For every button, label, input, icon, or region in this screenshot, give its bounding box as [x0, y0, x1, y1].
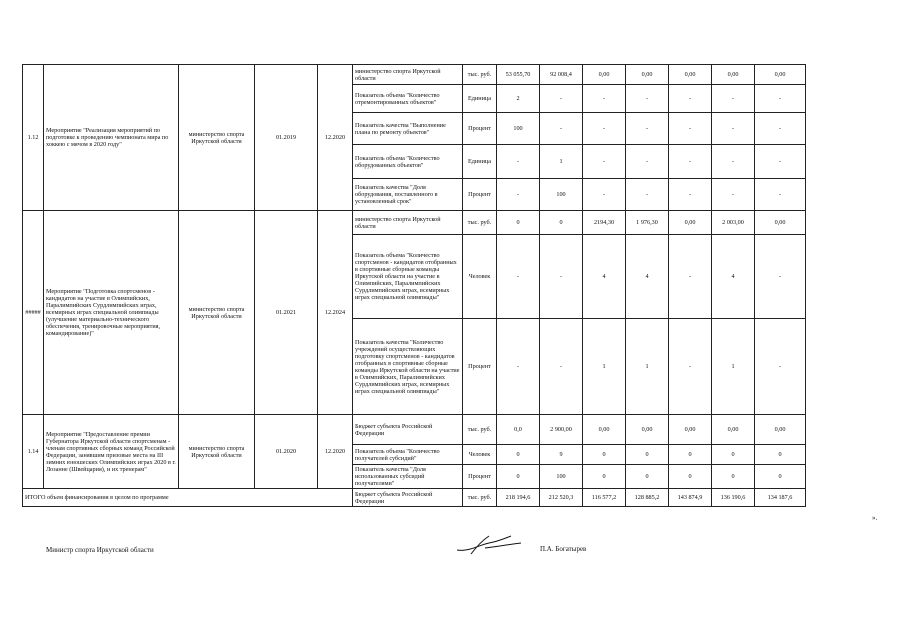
value-cell: 4: [583, 235, 626, 319]
funding-source: Бюджет субъекта Российской Федерации: [353, 415, 463, 445]
value-cell: -: [540, 85, 583, 113]
value-cell: -: [583, 85, 626, 113]
value-cell: 1 976,30: [626, 211, 669, 235]
value-cell: 0: [540, 211, 583, 235]
value-cell: -: [669, 319, 712, 415]
value-cell: -: [669, 113, 712, 145]
start-date: 01.2021: [255, 211, 318, 415]
value-cell: -: [540, 113, 583, 145]
end-date: 12.2020: [318, 65, 353, 211]
value-cell: -: [583, 113, 626, 145]
value-cell: 1: [583, 319, 626, 415]
value-cell: 0,0: [497, 415, 540, 445]
end-date: 12.2020: [318, 415, 353, 489]
value-cell: 0: [583, 465, 626, 489]
value-cell: 212 520,3: [540, 489, 583, 507]
measure-name: Мероприятие "Подготовка спортсменов - кандидатов на участие в Олимпийских, Паралимпийских Сурдлимпийских играх, всемирных играх специальной олимпиады (улучшение материально-технического обеспечения, тренировочные мероприятия, командирование)": [44, 211, 179, 415]
table-row: [23, 489, 806, 507]
value-cell: 0,00: [755, 415, 806, 445]
value-cell: -: [755, 85, 806, 113]
value-cell: 0,00: [583, 415, 626, 445]
unit: Процент: [463, 113, 497, 145]
value-cell: -: [626, 85, 669, 113]
value-cell: -: [755, 319, 806, 415]
value-cell: 0,00: [755, 211, 806, 235]
value-cell: 128 885,2: [626, 489, 669, 507]
value-cell: -: [669, 179, 712, 211]
total-label: ИТОГО объем финансирования в целом по программе: [23, 489, 353, 507]
value-cell: -: [755, 235, 806, 319]
row-number: 1.12: [23, 65, 44, 211]
value-cell: -: [540, 235, 583, 319]
value-cell: 9: [540, 445, 583, 465]
value-cell: -: [755, 145, 806, 179]
value-cell: -: [626, 113, 669, 145]
value-cell: 0: [669, 445, 712, 465]
value-cell: -: [583, 179, 626, 211]
value-cell: 2: [497, 85, 540, 113]
value-cell: 0: [497, 445, 540, 465]
value-cell: -: [755, 113, 806, 145]
unit: Человек: [463, 445, 497, 465]
value-cell: -: [669, 235, 712, 319]
value-cell: 136 190,6: [712, 489, 755, 507]
unit: тыс. руб.: [463, 415, 497, 445]
funding-source: Показатель качества "Доля использованных субсидий получателями": [353, 465, 463, 489]
value-cell: 0: [583, 445, 626, 465]
value-cell: -: [712, 145, 755, 179]
value-cell: 0: [755, 465, 806, 489]
row-number: 1.14: [23, 415, 44, 489]
value-cell: 0: [712, 445, 755, 465]
value-cell: 0,00: [669, 415, 712, 445]
value-cell: 0: [755, 445, 806, 465]
value-cell: -: [712, 113, 755, 145]
measure-name: Мероприятие "Предоставление премии Губернатора Иркутской области спортсменам - членам спортивных сборных команд Российской Федерации, занявшим призовые места на III зимних юношеских Олимпийских играх 2020 в г. Лозанне (Швейцария), и их тренерам": [44, 415, 179, 489]
funding-source: министерство спорта Иркутской области: [353, 65, 463, 85]
handwritten-signature: [455, 530, 525, 558]
start-date: 01.2019: [255, 65, 318, 211]
value-cell: 0,00: [583, 65, 626, 85]
end-date: 12.2024: [318, 211, 353, 415]
funding-source: Показатель качества "Доля оборудования, поставленного в установленный срок": [353, 179, 463, 211]
value-cell: 1: [540, 145, 583, 179]
value-cell: 116 577,2: [583, 489, 626, 507]
unit: тыс. руб.: [463, 65, 497, 85]
value-cell: 0,00: [626, 415, 669, 445]
value-cell: 4: [712, 235, 755, 319]
funding-source: министерство спорта Иркутской области: [353, 211, 463, 235]
start-date: 01.2020: [255, 415, 318, 489]
value-cell: 0: [497, 465, 540, 489]
funding-source: Показатель объема "Количество отремонтированных объектов": [353, 85, 463, 113]
value-cell: -: [497, 145, 540, 179]
funding-source: Показатель качества "Количество учреждений осуществляющих подготовку спортсменов - кандидатов отобранных в спортивные сборные команды Иркутской области на участие в Олимпийских, Паралимпийских Сурдлимпийских играх, всемирных играх специальной олимпиады": [353, 319, 463, 415]
unit: Единица: [463, 85, 497, 113]
value-cell: 0: [626, 445, 669, 465]
measure-name: Мероприятие "Реализация мероприятий по подготовке к проведению чемпионата мира по хоккею с мячом в 2020 году": [44, 65, 179, 211]
value-cell: 0: [497, 211, 540, 235]
value-cell: 92 008,4: [540, 65, 583, 85]
value-cell: 0,00: [626, 65, 669, 85]
value-cell: 0,00: [669, 65, 712, 85]
program-table: [22, 64, 806, 507]
value-cell: -: [583, 145, 626, 179]
value-cell: 53 055,70: [497, 65, 540, 85]
value-cell: -: [755, 179, 806, 211]
unit: тыс. руб.: [463, 489, 497, 507]
value-cell: 0,00: [712, 415, 755, 445]
value-cell: -: [497, 319, 540, 415]
funding-source: Бюджет субъекта Российской Федерации: [353, 489, 463, 507]
value-cell: 218 194,6: [497, 489, 540, 507]
value-cell: -: [712, 85, 755, 113]
executor: министерство спорта Иркутской области: [179, 211, 255, 415]
value-cell: 2194,30: [583, 211, 626, 235]
executor: министерство спорта Иркутской области: [179, 65, 255, 211]
signatory-name: П.А. Богатырев: [540, 545, 587, 553]
value-cell: 0,00: [755, 65, 806, 85]
value-cell: 2 900,00: [540, 415, 583, 445]
value-cell: -: [669, 145, 712, 179]
executor: министерство спорта Иркутской области: [179, 415, 255, 489]
value-cell: -: [669, 85, 712, 113]
value-cell: 2 003,00: [712, 211, 755, 235]
funding-source: Показатель объема "Количество спортсменов - кандидатов отобранных в спортивные сборные команды Иркутской области на участие в Олимпийских, Паралимпийских Сурдлимпийских играх, всемирных играх специальной олимпиады": [353, 235, 463, 319]
value-cell: 134 187,6: [755, 489, 806, 507]
value-cell: 100: [540, 465, 583, 489]
value-cell: 0,00: [712, 65, 755, 85]
closing-quote: ».: [872, 514, 878, 522]
unit: Процент: [463, 465, 497, 489]
unit: Человек: [463, 235, 497, 319]
table-row: [23, 415, 806, 445]
signatory-role: Министр спорта Иркутской области: [46, 546, 154, 554]
table-row: [23, 211, 806, 235]
value-cell: -: [497, 235, 540, 319]
value-cell: 0,00: [669, 211, 712, 235]
value-cell: 1: [626, 319, 669, 415]
value-cell: -: [626, 179, 669, 211]
value-cell: -: [497, 179, 540, 211]
value-cell: 0: [712, 465, 755, 489]
value-cell: -: [540, 319, 583, 415]
value-cell: -: [712, 179, 755, 211]
unit: Процент: [463, 319, 497, 415]
table-row: [23, 65, 806, 85]
value-cell: 100: [540, 179, 583, 211]
unit: Единица: [463, 145, 497, 179]
value-cell: 143 874,9: [669, 489, 712, 507]
value-cell: 1: [712, 319, 755, 415]
row-number: #####: [23, 211, 44, 415]
value-cell: 0: [669, 465, 712, 489]
value-cell: 100: [497, 113, 540, 145]
value-cell: 0: [626, 465, 669, 489]
value-cell: -: [626, 145, 669, 179]
funding-source: Показатель объема "Количество оборудованных объектов": [353, 145, 463, 179]
unit: тыс. руб.: [463, 211, 497, 235]
unit: Процент: [463, 179, 497, 211]
funding-source: Показатель качества "Выполнение плана по ремонту объектов": [353, 113, 463, 145]
funding-source: Показатель объема "Количество получателей субсидий": [353, 445, 463, 465]
value-cell: 4: [626, 235, 669, 319]
